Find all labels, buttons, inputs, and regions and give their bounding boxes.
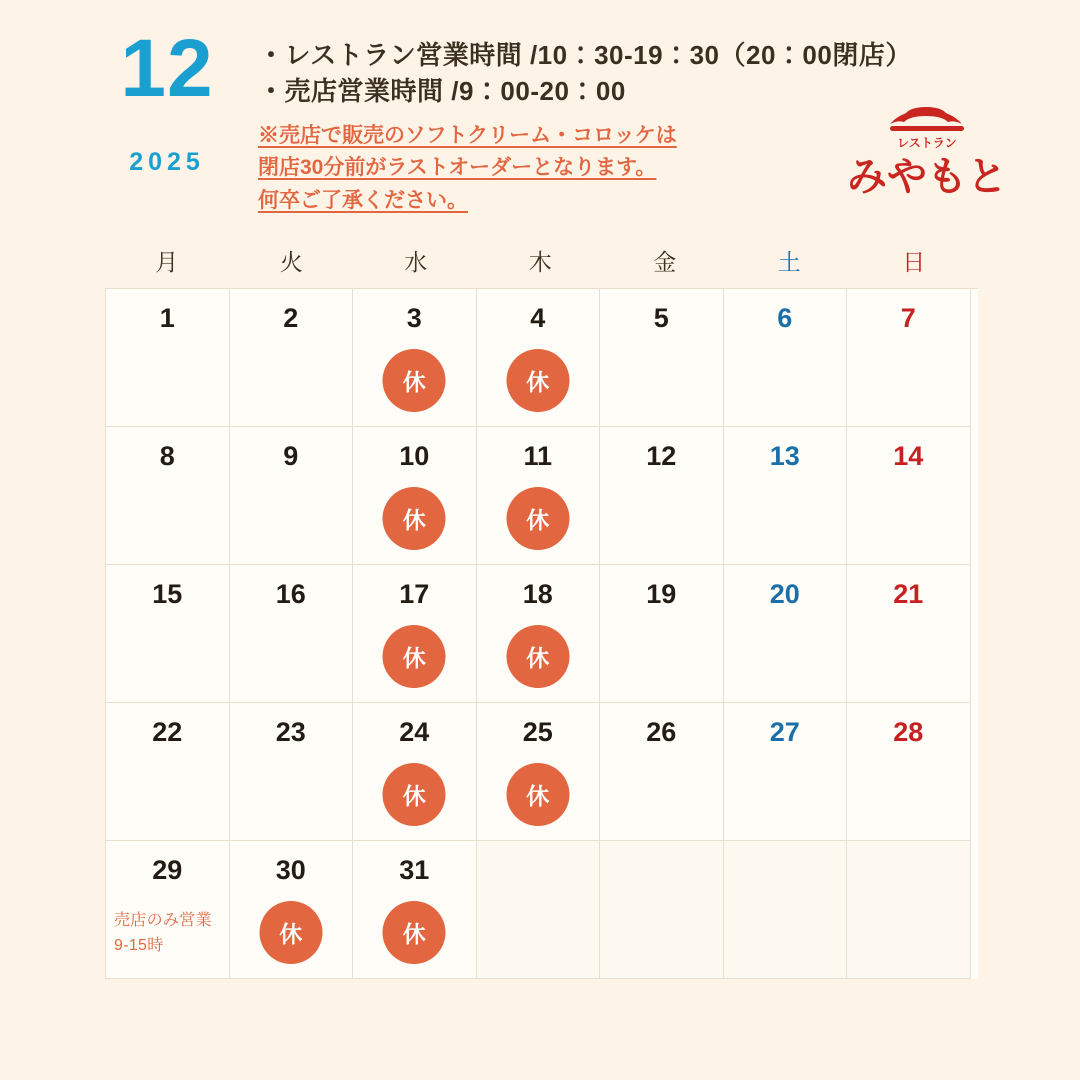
calendar-day-cell[interactable] <box>353 427 477 565</box>
day-number: 11 <box>523 441 553 471</box>
day-number: 14 <box>893 441 924 471</box>
calendar-day-cell[interactable] <box>724 565 848 703</box>
calendar-grid <box>105 288 978 979</box>
weekday-label-水: 水 <box>404 248 429 275</box>
calendar-day-cell[interactable] <box>353 565 477 703</box>
calendar-day-cell[interactable] <box>847 703 971 841</box>
weekday-label-金: 金 <box>653 248 678 275</box>
calendar-day-cell[interactable] <box>106 703 230 841</box>
closed-badge: 休 <box>383 487 446 550</box>
day-number: 24 <box>399 717 430 747</box>
day-number: 22 <box>152 717 183 747</box>
day-number: 7 <box>900 303 916 333</box>
day-number: 15 <box>152 579 183 609</box>
calendar-day-cell[interactable] <box>724 703 848 841</box>
day-number: 5 <box>653 303 669 333</box>
day-number: 26 <box>646 717 677 747</box>
weekday-label-月: 月 <box>155 248 180 275</box>
closed-badge: 休 <box>259 901 322 964</box>
day-number: 25 <box>522 717 553 747</box>
day-number: 1 <box>159 303 175 333</box>
calendar-empty-cell <box>724 841 848 979</box>
calendar-day-cell[interactable] <box>230 703 354 841</box>
calendar-day-cell[interactable] <box>600 565 724 703</box>
day-number: 4 <box>530 303 546 333</box>
day-note-line-1: 売店のみ営業 <box>114 912 212 929</box>
day-number: 13 <box>769 441 800 471</box>
last-order-line-2: 閉店30分前がラストオーダーとなります。 <box>258 156 657 180</box>
day-number: 8 <box>159 441 175 471</box>
day-number: 10 <box>399 441 430 471</box>
calendar-day-cell[interactable] <box>106 565 230 703</box>
calendar-day-cell[interactable] <box>847 289 971 427</box>
weekday-label-火: 火 <box>279 248 304 275</box>
calendar-day-cell[interactable] <box>353 703 477 841</box>
closed-badge: 休 <box>383 763 446 826</box>
day-number: 29 <box>152 855 183 885</box>
calendar <box>105 232 977 979</box>
calendar-day-cell[interactable] <box>106 289 230 427</box>
calendar-day-cell[interactable] <box>230 841 354 979</box>
last-order-line-3: 何卒ご了承ください。 <box>258 188 468 212</box>
weekday-label-木: 木 <box>528 248 553 275</box>
last-order-notice <box>258 120 758 218</box>
calendar-day-cell[interactable] <box>477 565 601 703</box>
day-note-line-2: 9-15時 <box>114 936 164 954</box>
calendar-day-cell[interactable] <box>353 841 477 979</box>
notice-line-shop: ・売店営業時間 /9：00-20：00 <box>258 75 626 106</box>
logo-main-text: みやもと <box>847 155 1007 199</box>
header <box>0 0 1080 230</box>
calendar-day-cell[interactable] <box>724 289 848 427</box>
day-number: 2 <box>283 303 299 333</box>
day-number: 21 <box>893 579 924 609</box>
day-number: 16 <box>275 579 306 609</box>
day-number: 18 <box>522 579 553 609</box>
weekday-label-日: 日 <box>902 248 927 275</box>
day-number: 23 <box>275 717 306 747</box>
restaurant-logo <box>832 102 1022 212</box>
closed-badge: 休 <box>383 901 446 964</box>
closed-badge: 休 <box>506 487 569 550</box>
day-number: 31 <box>399 855 430 885</box>
closed-badge: 休 <box>383 625 446 688</box>
day-number: 3 <box>406 303 422 333</box>
closed-badge: 休 <box>506 763 569 826</box>
day-number: 30 <box>275 855 306 885</box>
day-number: 17 <box>399 579 430 609</box>
closed-badge: 休 <box>383 349 446 412</box>
calendar-day-cell[interactable] <box>600 289 724 427</box>
calendar-day-cell[interactable] <box>106 841 230 979</box>
calendar-day-cell[interactable] <box>600 427 724 565</box>
day-number: 20 <box>769 579 800 609</box>
calendar-day-cell[interactable] <box>230 565 354 703</box>
calendar-day-cell[interactable] <box>724 427 848 565</box>
closed-badge: 休 <box>506 349 569 412</box>
day-number: 28 <box>893 717 924 747</box>
notice-line-restaurant: ・レストラン営業時間 /10：30-19：30（20：00閉店） <box>258 40 912 70</box>
closed-badge: 休 <box>506 625 569 688</box>
day-number: 12 <box>646 441 677 471</box>
year-number: 2025 <box>129 148 205 176</box>
calendar-day-cell[interactable] <box>106 427 230 565</box>
day-number: 6 <box>777 303 793 333</box>
calendar-day-cell[interactable] <box>353 289 477 427</box>
calendar-day-cell[interactable] <box>477 427 601 565</box>
month-year-block <box>92 23 242 177</box>
weekday-label-土: 土 <box>777 248 802 275</box>
calendar-day-cell[interactable] <box>477 289 601 427</box>
calendar-day-cell[interactable] <box>477 703 601 841</box>
calendar-day-cell[interactable] <box>230 289 354 427</box>
calendar-empty-cell <box>477 841 601 979</box>
weekday-header-row <box>105 232 977 288</box>
last-order-line-1: ※売店で販売のソフトクリーム・コロッケは <box>258 123 677 147</box>
day-number: 9 <box>283 441 299 471</box>
day-number: 19 <box>646 579 677 609</box>
calendar-empty-cell <box>847 841 971 979</box>
calendar-empty-cell <box>600 841 724 979</box>
calendar-day-cell[interactable] <box>847 427 971 565</box>
day-note <box>114 909 223 959</box>
logo-small-text: レストラン <box>897 136 957 150</box>
month-number: 12 <box>120 23 214 114</box>
calendar-day-cell[interactable] <box>230 427 354 565</box>
calendar-day-cell[interactable] <box>847 565 971 703</box>
day-number: 27 <box>769 717 800 747</box>
calendar-day-cell[interactable] <box>600 703 724 841</box>
